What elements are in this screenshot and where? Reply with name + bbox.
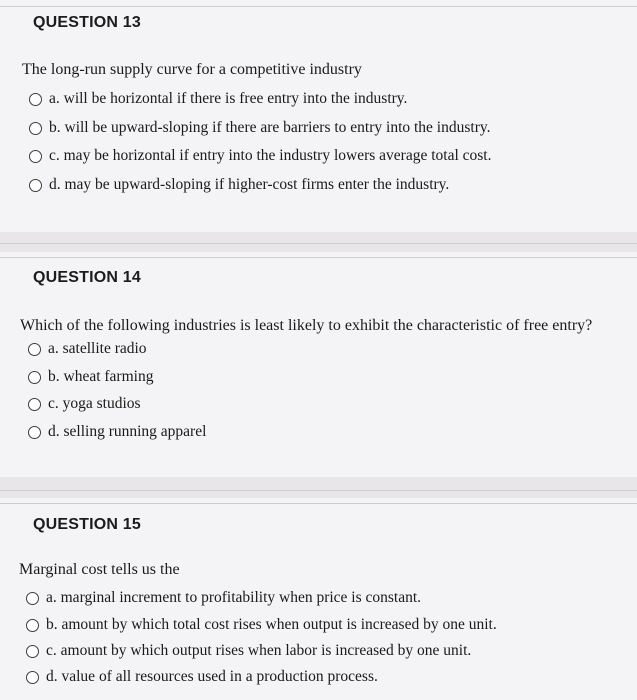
option-label: d. selling running apparel bbox=[48, 423, 207, 440]
question-15-option-c[interactable] bbox=[26, 642, 471, 660]
question-14-option-c[interactable] bbox=[28, 395, 141, 413]
question-14-title: QUESTION 14 bbox=[33, 269, 142, 286]
question-14-option-d[interactable] bbox=[28, 423, 206, 441]
radio-button-icon[interactable] bbox=[29, 122, 42, 135]
option-label: b. wheat farming bbox=[48, 368, 154, 385]
question-13-option-d[interactable] bbox=[29, 176, 449, 194]
radio-button-icon[interactable] bbox=[29, 150, 42, 163]
option-label: c. amount by which output rises when labor is increased by one unit. bbox=[46, 642, 472, 659]
question-14-option-a[interactable] bbox=[28, 340, 147, 358]
question-13-option-b[interactable] bbox=[29, 119, 491, 137]
option-label: c. yoga studios bbox=[48, 395, 141, 412]
option-label: d. may be upward-sloping if higher-cost firms enter the industry. bbox=[49, 176, 450, 193]
radio-button-icon[interactable] bbox=[26, 619, 39, 632]
radio-button-icon[interactable] bbox=[26, 645, 39, 658]
option-label: b. amount by which total cost rises when output is increased by one unit. bbox=[46, 616, 497, 633]
question-15-title: QUESTION 15 bbox=[33, 516, 142, 533]
question-14-top-divider bbox=[0, 257, 637, 258]
question-13-option-a[interactable] bbox=[29, 90, 407, 108]
radio-button-icon[interactable] bbox=[29, 93, 42, 106]
question-14-option-b[interactable] bbox=[28, 368, 153, 386]
question-13-block bbox=[0, 0, 637, 232]
radio-button-icon[interactable] bbox=[28, 343, 41, 356]
radio-button-icon[interactable] bbox=[26, 671, 39, 684]
question-13-title: QUESTION 13 bbox=[33, 14, 142, 31]
question-14-stem: Which of the following industries is least likely to exhibit the characteristic of free entry? bbox=[20, 317, 593, 334]
option-label: d. value of all resources used in a production process. bbox=[46, 668, 378, 685]
question-15-top-divider bbox=[0, 503, 637, 504]
question-15-option-a[interactable] bbox=[26, 589, 421, 607]
radio-button-icon[interactable] bbox=[28, 371, 41, 384]
question-15-option-b[interactable] bbox=[26, 616, 497, 634]
section-divider bbox=[0, 490, 637, 491]
option-label: b. will be upward-sloping if there are barriers to entry into the industry. bbox=[49, 119, 491, 136]
radio-button-icon[interactable] bbox=[28, 426, 41, 439]
section-divider bbox=[0, 243, 637, 244]
question-15-option-d[interactable] bbox=[26, 668, 378, 686]
question-15-stem: Marginal cost tells us the bbox=[19, 561, 180, 578]
option-label: a. marginal increment to profitability when price is constant. bbox=[46, 589, 422, 606]
option-label: c. may be horizontal if entry into the industry lowers average total cost. bbox=[49, 147, 492, 164]
question-13-option-c[interactable] bbox=[29, 147, 491, 165]
option-label: a. will be horizontal if there is free entry into the industry. bbox=[49, 90, 408, 107]
option-label: a. satellite radio bbox=[48, 340, 147, 357]
question-13-top-divider bbox=[0, 6, 637, 7]
radio-button-icon[interactable] bbox=[28, 398, 41, 411]
radio-button-icon[interactable] bbox=[26, 592, 39, 605]
question-13-stem: The long-run supply curve for a competitive industry bbox=[22, 61, 362, 78]
radio-button-icon[interactable] bbox=[29, 179, 42, 192]
